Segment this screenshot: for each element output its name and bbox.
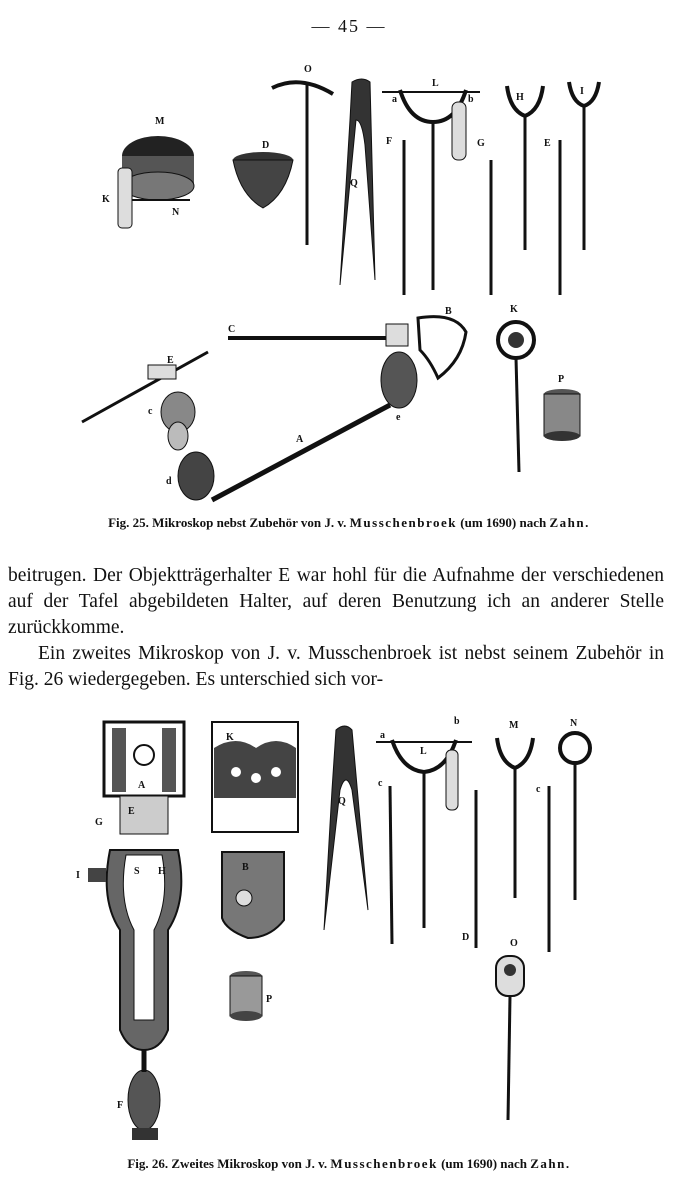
figure-26-caption (0, 1156, 698, 1172)
label-S-2: S (134, 866, 140, 877)
label-G-2: G (95, 817, 103, 828)
paragraph-2: Ein zweites Mikroskop von J. v. Musschenbroek ist nebst seinem Zubehör in Fig. 26 wiedergegeben. Es unterschied sich vor- (8, 643, 664, 690)
paragraph-1: beitrugen. Der Objektträgerhalter E war hohl für die Aufnahme der verschiedenen auf der Tafel abgebildeten Halter, auf deren Benutzung ich an anderer Stelle zurückkomme. (8, 565, 664, 638)
label-c: c (148, 406, 153, 417)
label-M-2: M (509, 720, 519, 731)
lens-drum-mkn (102, 116, 194, 228)
clip-o (496, 938, 524, 1120)
label-a-2: a (380, 730, 385, 741)
label-B-2: B (242, 862, 249, 873)
label-G: G (477, 138, 485, 149)
label-B: B (445, 306, 452, 317)
figure-26-caption-author: Zahn. (530, 1156, 571, 1171)
label-L-2: L (420, 746, 427, 757)
label-E: E (544, 138, 551, 149)
needle-e (544, 138, 560, 295)
label-K-ring: K (510, 304, 518, 315)
figure-26-caption-name: Musschenbroek (330, 1156, 438, 1171)
figure-25-caption (0, 515, 698, 531)
label-N: N (172, 207, 180, 218)
label-P-2: P (266, 994, 273, 1005)
label-b: b (468, 94, 474, 105)
label-A-2: A (138, 780, 146, 791)
label-M: M (155, 116, 165, 127)
fork-h (507, 86, 543, 250)
label-e: e (396, 412, 401, 423)
label-Q-2: Q (338, 796, 346, 807)
figure-25-caption-author: Zahn. (549, 515, 590, 530)
tweezers-q (340, 79, 375, 285)
label-E-2: E (128, 806, 135, 817)
figure-26-caption-text: Zweites Mikroskop von J. v. (171, 1156, 328, 1171)
lens-cup-d (233, 140, 293, 208)
label-H-2: H (158, 866, 166, 877)
figure-25-caption-date: (um 1690) nach (460, 515, 547, 530)
label-H: H (516, 92, 524, 103)
fork-m (497, 720, 533, 898)
label-I-2: I (76, 870, 80, 881)
label-A: A (296, 434, 304, 445)
ring-n (560, 718, 590, 900)
ring-stem-k (498, 304, 534, 472)
holder-l (382, 78, 480, 290)
label-O: O (304, 64, 312, 75)
label-a: a (392, 94, 397, 105)
needle-g (477, 138, 491, 295)
label-c-right: c (536, 784, 541, 795)
label-K: K (102, 194, 110, 205)
label-O-2: O (510, 938, 518, 949)
label-D-2: D (462, 932, 470, 943)
body-text (8, 563, 664, 693)
microscope-assembly (82, 306, 466, 500)
needle-c-right (536, 784, 549, 952)
plate-k (212, 722, 298, 832)
label-K-2: K (226, 732, 234, 743)
label-F: F (386, 136, 393, 147)
tweezers-q-2 (324, 726, 368, 930)
label-c-2: c (378, 778, 383, 789)
label-C: C (228, 324, 236, 335)
needle-f (386, 136, 404, 295)
label-P: P (558, 374, 565, 385)
label-E-object-holder: E (167, 355, 174, 366)
cylinder-p-2 (230, 971, 272, 1021)
cylinder-p (544, 374, 580, 441)
figure-25-illustration (0, 60, 698, 510)
page-number: — 45 — (311, 16, 387, 36)
label-Q: Q (350, 178, 358, 189)
microscope-body (76, 722, 184, 1140)
fork-i (569, 82, 599, 250)
label-N-2: N (570, 718, 578, 729)
label-d: d (166, 476, 172, 487)
label-b-2: b (454, 716, 460, 727)
needle-c (378, 778, 392, 944)
label-L: L (432, 78, 439, 89)
label-I: I (580, 86, 584, 97)
figure-26-illustration (0, 700, 698, 1150)
figure-25-number: Fig. 25. (108, 515, 149, 530)
label-D: D (262, 140, 270, 151)
figure-26-caption-date: (um 1690) nach (441, 1156, 528, 1171)
needle-d (462, 790, 476, 948)
figure-25-caption-name: Musschenbroek (349, 515, 458, 530)
figure-25-caption-text: Mikroskop nebst Zubehör von J. v. (152, 515, 347, 530)
figure-26-number: Fig. 26. (127, 1156, 169, 1171)
label-F-2: F (117, 1100, 124, 1111)
plate-b (222, 852, 284, 938)
